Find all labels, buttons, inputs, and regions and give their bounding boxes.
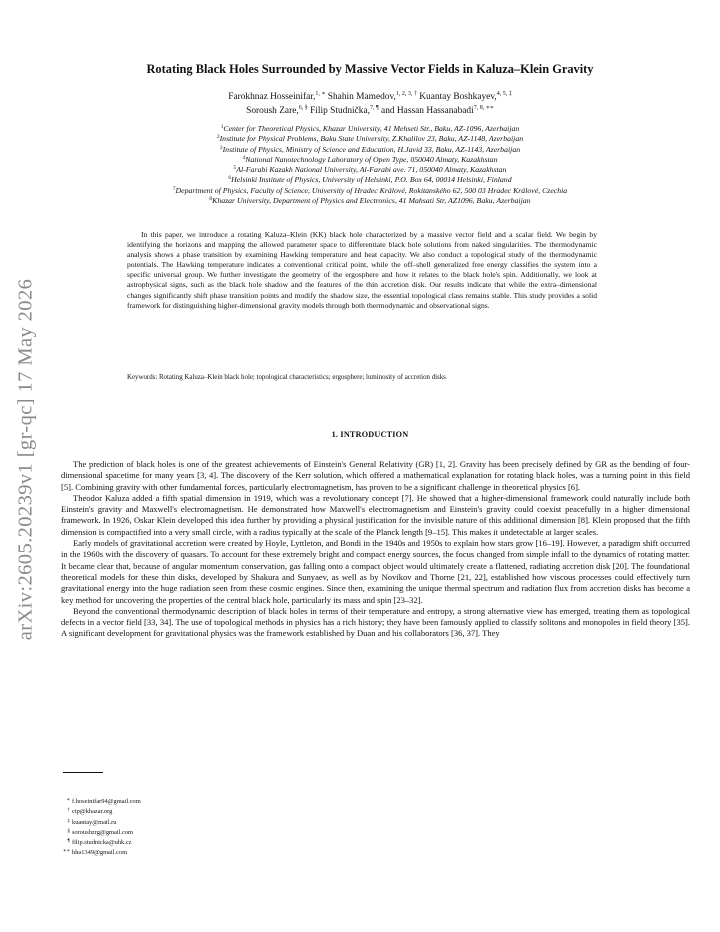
abstract: In this paper, we introduce a rotating Kaluza–Klein (KK) black hole characterized by a massive vector field and a scalar field. We begin by identifying the horizons and mapping the allowed parameter space to differentiate black hole solutions from naked singularities. The thermodynamic analysis shows a phase transition by examining Hawking temperature and heat capacity. We also conduct a topological study of the thermodynamic potentials. The Hawking temperature indicates a conventional critical point, while the off–shell generalized free energy classifies the system into a specific universal group. We further investigate the geometry of the ergosphere and how it relates to the black hole's spin. Additionally, we look at astrophysical signs, such as the black hole shadow and the features of the thin accretion disk. Our results indicate that while the extra–dimensional changes significantly shift phase transition points and modify the shadow size, the essential topological class remains stable. This study provides a solid framework for distinguishing higher-dimensional gravity models through both thermodynamic and observational signs. <box>127 230 597 310</box>
author: Kuantay Boshkayev,$^{4, 5, \ddagger}$ <box>419 91 512 102</box>
author: Filip Studnička,$^{7, \P}$ <box>310 105 379 116</box>
footnote-rule <box>63 772 103 773</box>
paragraph: Early models of gravitational accretion were created by Hoyle, Lyttleton, and Bondi in the 1940s and 1950s to explain how stars grow [16–19]. However, a paradigm shift occurred in the 1960s with the discovery of quasars. To account for these extremely bright and compact energy sources, the focus changed from simple infall to the dynamics of rotating matter. It became clear that, because of angular momentum conservation, gas falling onto a compact object would ultimately create a flattened, radiating accretion disk [20]. The foundational theoretical models for these thin disks, developed by Shakura and Sunyaev, as well as by Novikov and Thorne [21, 22], established how viscous processes could effectively turn gravitational energy into the huge radiation seen from these cosmic engines. Since then, examining the unique thermal spectrum and radiation flux from accretion disks has become a key method for uncovering the properties of the central black hole, particularly its mass and spin [23–32]. <box>61 538 690 605</box>
footnote: ¶ filip.studnicka@uhk.cz <box>67 838 132 847</box>
affiliation: $^4$National Nanotechnology Laboratory of Open Type, 050040 Almaty, Kazakhstan <box>242 154 498 164</box>
footnote: ∗∗ hha1349@gmail.com <box>62 848 128 857</box>
author: Shahin Mamedov,$^{1, 2, 3, \dagger}$ <box>327 91 417 102</box>
paper-title: Rotating Black Holes Surrounded by Massive Vector Fields in Kaluza–Klein Gravity <box>146 62 594 76</box>
affiliation: $^1$Center for Theoretical Physics, Khazar University, 41 Mehseti Str., Baku, AZ-1096, Azerbaijan <box>220 124 520 133</box>
section-heading: 1. INTRODUCTION <box>331 430 409 439</box>
paragraph: Beyond the conventional thermodynamic description of black holes in terms of their temperature and entropy, a strong alternative view has emerged, treating them as topological defects in a vector field [33, 34]. The use of topological methods in physics has a rich history; they have been famously applied to classify solitons and monopoles in field theory [35]. A significant development for gravitational physics was the framework established by Duan and his collaborators [36, 37]. They <box>61 605 690 639</box>
affiliations <box>40 124 700 206</box>
footnote: ‡ kuantay@mail.ru <box>67 817 117 826</box>
author: Farokhnaz Hosseinifar,$^{1, ∗}$ <box>228 91 326 102</box>
arxiv-identifier: arXiv:2605.20239v1 [gr-qc] 17 May 2026 <box>14 278 37 641</box>
keywords: Keywords: Rotating Kaluza–Klein black hole; topological characteristics; ergosphere; luminosity of accretion disks <box>127 374 446 381</box>
footnote: † ctp@khazar.org <box>67 807 113 816</box>
footnote: ∗ f.hoseinifar94@gmail.com <box>66 797 141 805</box>
affiliation: $^3$Institute of Physics, Ministry of Science and Education, H.Javid 33, Baku, AZ-1143, Azerbaijan <box>219 144 521 154</box>
paragraph: Theodor Kaluza added a fifth spatial dimension in 1919, which was a revolutionary concept [7]. He showed that a higher-dimensional framework could naturally include both Einstein's gravity and Maxwell's electromagnetism. He demonstrated how Maxwell's electromagnetism and Einstein's gravity could coexist peacefully in a higher dimensional framework. In 1926, Oskar Klein developed this idea further by providing a physical justification for the invisible nature of this additional dimension [8]. Klein proposed that the fifth dimension is compactified into a very small circle, with a radius typically at the scale of the Planck length [9–15]. This makes it undetectable at larger scales. <box>61 492 690 537</box>
body-text <box>61 459 690 640</box>
author-line-2 <box>60 105 680 118</box>
author-line-1 <box>60 91 680 104</box>
affiliation: $^7$Department of Physics, Faculty of Science, University of Hradec Králové, Rokitanského 62, 500 03 Hradec Králové, Czechia <box>172 185 568 195</box>
affiliation: $^6$Helsinki Institute of Physics, University of Helsinki, P.O. Box 64, 00014 Helsinki, Finland <box>228 175 512 185</box>
footnote: § soroushzrg@gmail.com <box>67 827 133 836</box>
paragraph: The prediction of black holes is one of the greatest achievements of Einstein's General Relativity (GR) [1, 2]. Gravity has been precisely defined by GR as the bending of four-dimensional spacetime for many years [3, 4]. The discovery of the Kerr solution, which offered a mathematical explanation for rotating black holes, was a turning point in this field [5]. Combining gravity with other fundamental forces, particularly electromagnetism, has proven to be a significant challenge in theoretical physics [6]. <box>61 459 690 492</box>
author: Soroush Zare,$^{6, \S}$ <box>246 105 308 116</box>
author: and Hassan Hassanabadi$^{7, 8, ∗∗}$ <box>381 105 494 116</box>
footnotes <box>62 796 141 858</box>
affiliation: $^5$Al-Farabi Kazakh National University, Al-Farabi ave. 71, 050040 Almaty, Kazakhstan <box>233 165 507 175</box>
affiliation: $^8$Khazar University, Department of Physics and Electronics, 41 Mahsati Str, AZ1096, Baku, Azerbaijan <box>209 196 531 206</box>
affiliation: $^2$Institute for Physical Problems, Baku State University, Z.Khalilov 23, Baku, AZ-1148, Azerbaijan <box>216 134 524 144</box>
